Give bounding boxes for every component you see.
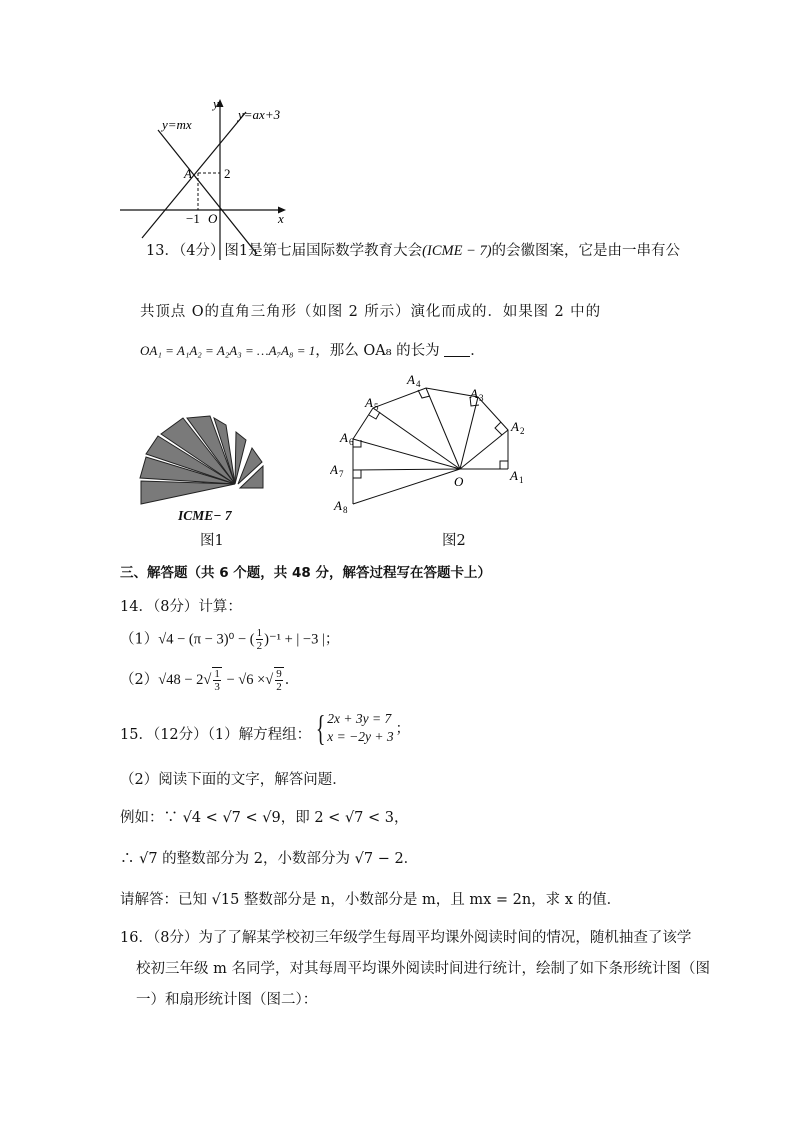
tick-2-label: 2 [224, 166, 231, 181]
figure-label: A [340, 430, 348, 445]
figure-label: 3 [479, 393, 484, 403]
figure-label: 1 [519, 475, 524, 485]
figure-label: 6 [349, 437, 354, 447]
q13-line3: OA₁ = A₁A₂ = A₂A₃ = …A₇A₈ = 1，那么 OA₈ 的长为 ． [140, 343, 485, 359]
fig1-caption: 图1 [200, 533, 224, 549]
figure-label: A [511, 419, 519, 434]
equation-1: 2x + 3y = 7 [327, 711, 392, 726]
tick-neg1-label: −1 [186, 211, 200, 226]
line-ax3-label: y=ax+3 [238, 107, 281, 122]
origin-label: O [208, 211, 218, 226]
figure-label: 2 [520, 426, 525, 436]
figure-label: A [365, 395, 373, 410]
q16-line1: 16．（8分）为了了解某学校初三年级学生每周平均课外阅读时间的情况，随机抽查了该学 [120, 930, 692, 946]
figure-label: A [510, 468, 518, 483]
q15-part2: （2）阅读下面的文字，解答问题． [120, 772, 347, 788]
point-a-label: A [184, 166, 192, 181]
figure-label: 4 [416, 379, 421, 389]
q15-example: 例如：∵ √4 < √7 < √9，即 2 < √7 < 3， [120, 810, 409, 826]
answer-blank [444, 342, 470, 357]
q13-line1: 13．（4分）图1是第七届国际数学教育大会(ICME − 7)的会徽图案，它是由一串有公 [146, 243, 681, 259]
x-axis-label: x [278, 211, 284, 226]
q16-line2: 校初三年级 m 名同学，对其每周平均课外阅读时间进行统计，绘制了如下条形统计图（图 [136, 961, 710, 977]
fig2-origin-label: O [454, 474, 464, 489]
y-axis-label: y [213, 96, 219, 111]
q15-question: 请解答：已知 √15 整数部分是 n，小数部分是 m，且 mx = 2n，求 x 的值． [120, 892, 622, 908]
fig2-caption: 图2 [442, 533, 466, 549]
figure-label: A [470, 386, 478, 401]
q14-part2: （2）√48 − 2√ $\frac{1}{3}$ − √6 ×√ $\frac{9}{2}$ ． [120, 668, 300, 693]
icme-logo-figure [134, 410, 274, 510]
q16-line3: 一）和扇形统计图（图二）： [136, 992, 318, 1008]
q14-part1: （1）√4 − (π − 3)⁰ − ( $\frac{1}{2}$ )⁻¹ + | −3 |； [120, 627, 340, 652]
q15-therefore: ∴ √7 的整数部分为 2，小数部分为 √7 − 2． [120, 851, 419, 867]
figure-label: A [334, 498, 342, 513]
fig1-logo-caption: ICME− 7 [178, 508, 232, 523]
section-3-heading: 三、解答题（共 6 个题，共 48 分，解答过程写在答题卡上） [120, 565, 491, 581]
figure-label: 8 [343, 505, 348, 515]
q13-line2: 共顶点 O的直角三角形（如图 2 所示）演化而成的．如果图 2 中的 [140, 304, 601, 320]
figure-label: A [407, 372, 415, 387]
logo-triangles [140, 416, 263, 504]
figure-label: 7 [339, 469, 344, 479]
right-triangle-spiral-figure [330, 370, 540, 520]
equation-system: { 2x + 3y = 7 x = −2y + 3 ； [315, 708, 410, 748]
q14-title: 14．（8分）计算： [120, 599, 242, 615]
equation-2: x = −2y + 3 [327, 729, 394, 744]
line-mx-label: y=mx [162, 117, 192, 132]
figure-label: 5 [374, 402, 379, 412]
figure-label: A [330, 462, 338, 477]
q15-title: 15．（12分）（1）解方程组： [120, 727, 312, 743]
logo-triangle [141, 481, 235, 504]
